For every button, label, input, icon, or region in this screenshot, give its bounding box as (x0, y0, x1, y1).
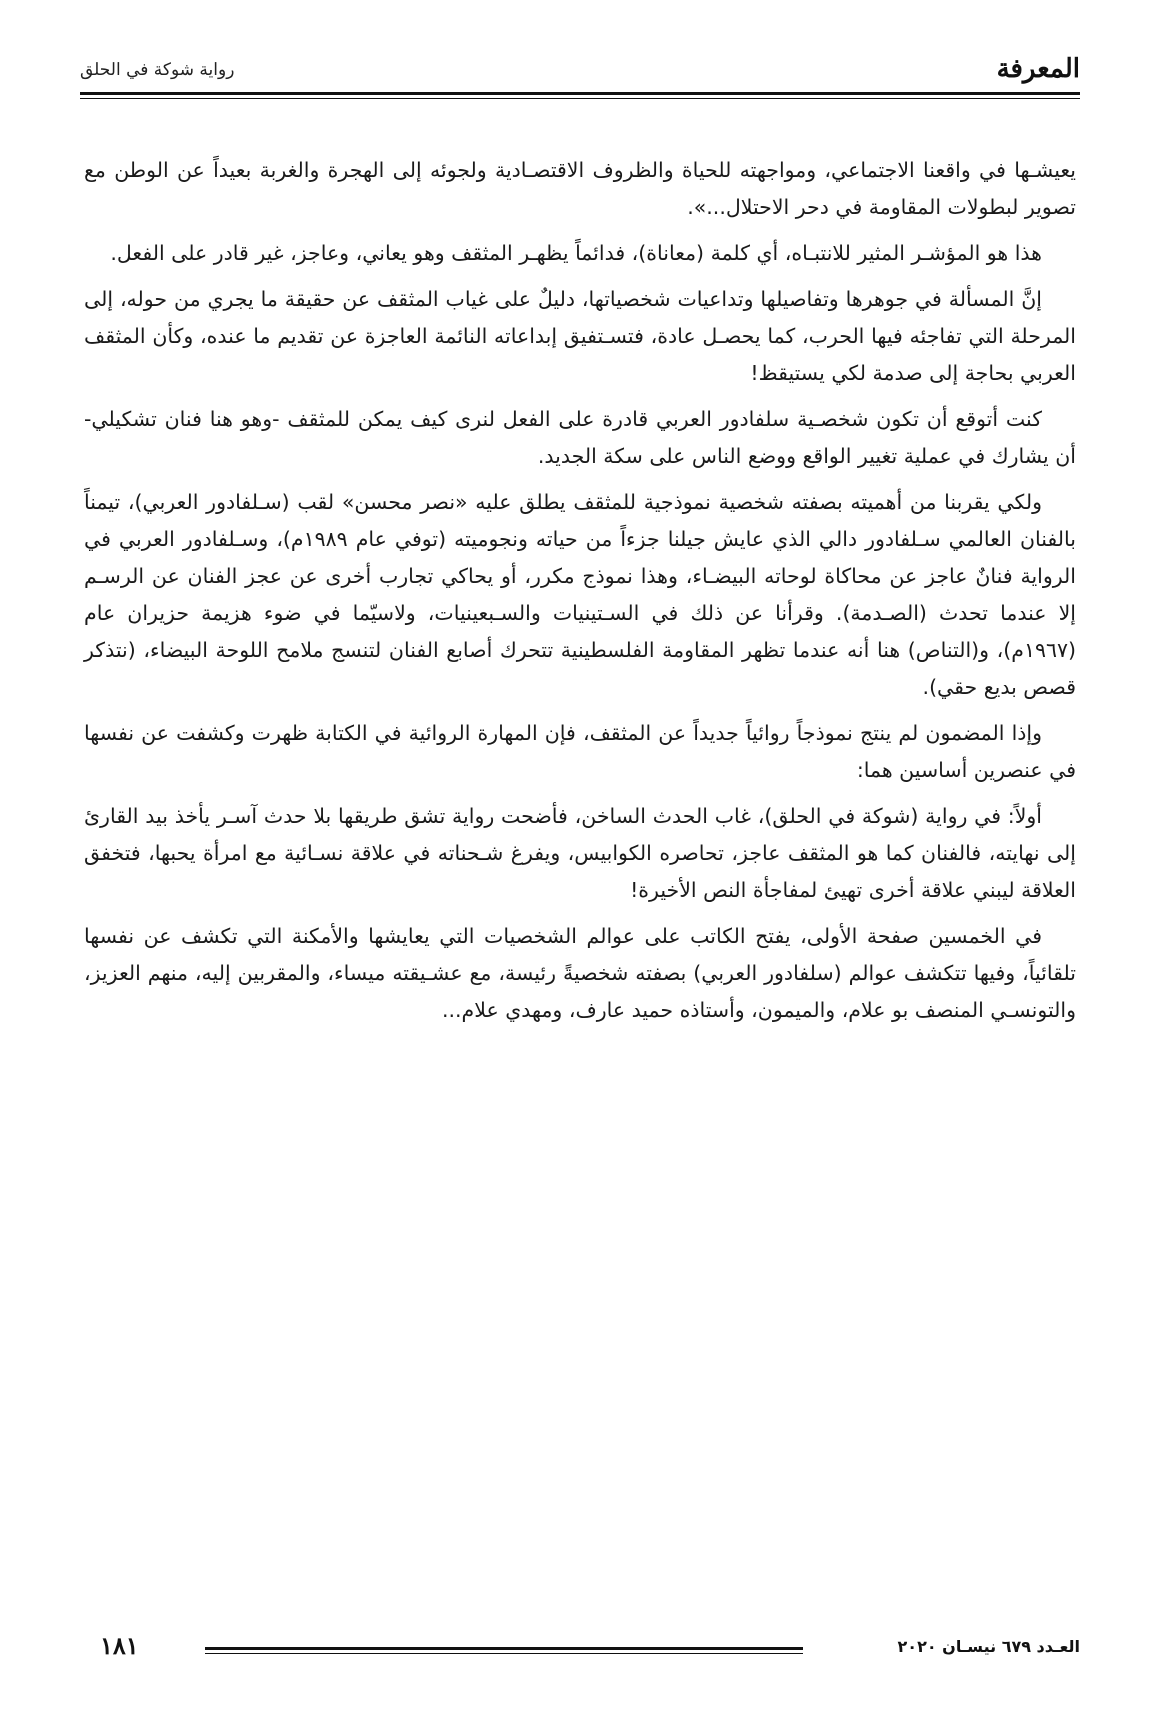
header-rule-thin (80, 98, 1080, 99)
journal-logo: المعرفة (996, 54, 1080, 84)
paragraph-5: ولكي يقربنا من أهميته بصفته شخصية نموذجية للمثقف يطلق عليه «نصر محسن» لقب (سـلفادور العربي)، تيمناً بالفنان العالمي سـلفادور دالي الذي عايش جيلنا جزءاً من حياته ونجوميته (توفي عام ١٩٨٩م)، وسـلفادور العربي في الرواية فنانٌ عاجز عن محاكاة لوحاته البيضـاء، وهذا نموذج مكرر، أو يحاكي تجارب أخرى عن عجز الفنان عن الرسـم إلا عندما تحدث (الصـدمة). وقرأنا عن ذلك في السـتينيات والسـبعينيات، ولاسيّما في ضوء هزيمة حزيران عام (١٩٦٧م)، و(التناص) هنا أنه عندما تظهر المقاومة الفلسطينية تتحرك أصابع الفنان لتنسج ملامح اللوحة البيضاء، (نتذكر قصص بديع حقي). (84, 490, 1076, 699)
running-title: رواية شوكة في الحلق (80, 60, 235, 80)
footer-rule (205, 1647, 803, 1650)
paragraph-6: وإذا المضمون لم ينتج نموذجاً روائياً جديداً عن المثقف، فإن المهارة الروائية في الكتابة ظهرت وكشفت عن نفسها في عنصرين أساسين هما: (84, 721, 1076, 782)
page-header (80, 50, 1080, 90)
footer-rule-thin (205, 1653, 803, 1654)
header-rule (80, 92, 1080, 95)
paragraph-7: أولاً: في رواية (شوكة في الحلق)، غاب الحدث الساخن، فأضحت رواية تشق طريقها بلا حدث آسـر يأخذ بيد القارئ إلى نهايته، فالفنان كما هو المثقف عاجز، تحاصره الكوابيس، ويفرغ شـحناته في علاقة نسـائية مع امرأة يحبها، فتخفق العلاقة ليبني علاقة أخرى تهيئ لمفاجأة النص الأخيرة! (84, 804, 1076, 902)
page-number: ١٨١ (100, 1631, 139, 1660)
paragraph-2: هذا هو المؤشـر المثير للانتبـاه، أي كلمة (معاناة)، فدائماً يظهـر المثقف وهو يعاني، وعاجز، غير قادر على الفعل. (110, 241, 1042, 265)
article-body (84, 152, 1076, 1038)
paragraph-3: إنَّ المسألة في جوهرها وتفاصيلها وتداعيات شخصياتها، دليلٌ على غياب المثقف عن حقيقة ما يجري من حوله، إلى المرحلة التي تفاجئه فيها الحرب، كما يحصـل عادة، فتسـتفيق إبداعاته النائمة العاجزة عن تقديم ما عنده، وكأن المثقف العربي بحاجة إلى صدمة لكي يستيقظ! (84, 287, 1076, 385)
paragraph-8: في الخمسين صفحة الأولى، يفتح الكاتب على عوالم الشخصيات التي يعايشها والأمكنة التي تكشف عن نفسها تلقائياً، وفيها تتكشف عوالم (سلفادور العربي) بصفته شخصيةً رئيسة، مع عشـيقته ميساء، والمقربين إليه، منهم العزيز، والتونسـي المنصف بو علام، والميمون، وأستاذه حميد عارف، ومهدي علام... (84, 924, 1076, 1022)
paragraph-4: كنت أتوقع أن تكون شخصـية سلفادور العربي قادرة على الفعل لنرى كيف يمكن للمثقف -وهو هنا فنان تشكيلي- أن يشارك في عملية تغيير الواقع ووضع الناس على سكة الجديد. (84, 407, 1076, 468)
issue-info: العـدد ٦٧٩ نيسـان ٢٠٢٠ (897, 1637, 1080, 1656)
paragraph-1: يعيشـها في واقعنا الاجتماعي، ومواجهته للحياة والظروف الاقتصـادية ولجوئه إلى الهجرة والغربة بعيداً عن الوطن مع تصوير لبطولات المقاومة في دحر الاحتلال...». (84, 158, 1076, 219)
